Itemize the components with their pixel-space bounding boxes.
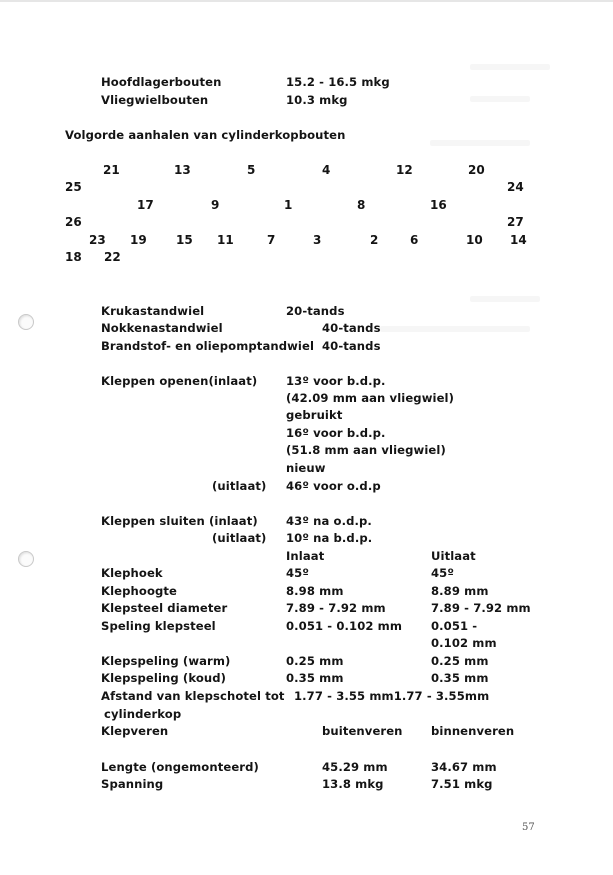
bolt-number: 12	[396, 163, 413, 177]
gear-value: 40-tands	[322, 339, 381, 353]
bolt-number: 25	[65, 180, 82, 194]
spec-label: Afstand van klepschotel tot	[101, 689, 285, 703]
spec-exhaust: 0.35 mm	[431, 671, 489, 685]
spec-value: 1.77 - 3.55 mm1.77 - 3.55mm	[294, 689, 490, 703]
spec-inlet: 8.98 mm	[286, 584, 344, 598]
bolt-number: 19	[130, 233, 147, 247]
column-header-outer-springs: buitenveren	[322, 724, 403, 738]
bolt-number: 20	[468, 163, 485, 177]
spring-outer-value: 13.8 mkg	[322, 777, 384, 791]
spec-inlet: 7.89 - 7.92 mm	[286, 601, 386, 615]
spec-exhaust: 7.89 - 7.92 mm	[431, 601, 531, 615]
valve-open-exhaust-value: 46º voor o.d.p	[286, 479, 381, 493]
gear-label: Brandstof- en oliepomptandwiel	[101, 339, 315, 353]
valve-close-exhaust-label: (uitlaat)	[212, 531, 267, 545]
bolt-number: 24	[507, 180, 524, 194]
spec-inlet: 0.25 mm	[286, 654, 344, 668]
spec-exhaust: 0.102 mm	[431, 636, 497, 650]
spec-inlet: 0.35 mm	[286, 671, 344, 685]
spec-exhaust: 45º	[431, 566, 454, 580]
torque-label: Vliegwielbouten	[101, 93, 209, 107]
spec-inlet: 45º	[286, 566, 309, 580]
spec-label: Klephoogte	[101, 584, 178, 598]
bolt-number: 10	[466, 233, 483, 247]
bolt-number: 16	[430, 198, 447, 212]
gear-value: 20-tands	[286, 304, 345, 318]
spec-label: Klepsteel diameter	[101, 601, 228, 615]
gear-label: Nokkenastandwiel	[101, 321, 223, 335]
bolt-number: 11	[217, 233, 234, 247]
bolt-number: 3	[313, 233, 322, 247]
bolt-number: 18	[65, 250, 82, 264]
spec-label: cylinderkop	[104, 707, 182, 721]
valve-open-value: 16º voor b.d.p.	[286, 426, 386, 440]
bolt-number: 13	[174, 163, 191, 177]
valve-close-value: 43º na o.d.p.	[286, 514, 372, 528]
spring-inner-value: 7.51 mkg	[431, 777, 493, 791]
bolt-number: 15	[176, 233, 193, 247]
torque-label: Hoofdlagerbouten	[101, 75, 222, 89]
spring-row-label: Spanning	[101, 777, 164, 791]
bolt-number: 6	[410, 233, 419, 247]
bolt-number: 14	[510, 233, 527, 247]
bleed-through	[470, 296, 540, 302]
spec-label: Klephoek	[101, 566, 163, 580]
valve-open-exhaust-label: (uitlaat)	[212, 479, 267, 493]
punch-hole	[18, 551, 34, 567]
spec-exhaust: 8.89 mm	[431, 584, 489, 598]
valve-open-value: nieuw	[286, 461, 326, 475]
bolt-number: 2	[370, 233, 379, 247]
bolt-number: 26	[65, 215, 82, 229]
spring-label: Klepveren	[101, 724, 169, 738]
bolt-number: 5	[247, 163, 256, 177]
scan-edge	[0, 0, 613, 2]
bolt-number: 7	[267, 233, 276, 247]
bolt-number: 1	[284, 198, 293, 212]
spec-inlet: 0.051 - 0.102 mm	[286, 619, 403, 633]
bolt-number: 22	[104, 250, 121, 264]
bolt-number: 21	[103, 163, 120, 177]
valve-open-label: Kleppen openen(inlaat)	[101, 374, 258, 388]
bolt-number: 8	[357, 198, 366, 212]
spec-exhaust: 0.051 -	[431, 619, 478, 633]
valve-open-value: (42.09 mm aan vliegwiel)	[286, 391, 455, 405]
gear-label: Krukastandwiel	[101, 304, 205, 318]
punch-hole	[18, 314, 34, 330]
bleed-through	[470, 64, 550, 70]
bolt-number: 4	[322, 163, 331, 177]
bolt-number: 9	[211, 198, 220, 212]
spring-outer-value: 45.29 mm	[322, 760, 388, 774]
spec-exhaust: 0.25 mm	[431, 654, 489, 668]
column-header-exhaust: Uitlaat	[431, 549, 476, 563]
valve-close-exhaust-value: 10º na b.d.p.	[286, 531, 373, 545]
column-header-inner-springs: binnenveren	[431, 724, 515, 738]
torque-value: 15.2 - 16.5 mkg	[286, 75, 390, 89]
bolt-number: 23	[89, 233, 106, 247]
bleed-through	[470, 96, 530, 102]
valve-open-value: 13º voor b.d.p.	[286, 374, 386, 388]
bleed-through	[380, 326, 530, 332]
column-header-inlet: Inlaat	[286, 549, 325, 563]
bolt-number: 27	[507, 215, 524, 229]
valve-open-value: (51.8 mm aan vliegwiel)	[286, 443, 446, 457]
spring-row-label: Lengte (ongemonteerd)	[101, 760, 259, 774]
spec-label: Klepspeling (koud)	[101, 671, 227, 685]
spring-inner-value: 34.67 mm	[431, 760, 497, 774]
spec-label: Klepspeling (warm)	[101, 654, 231, 668]
valve-open-value: gebruikt	[286, 408, 343, 422]
valve-close-label: Kleppen sluiten (inlaat)	[101, 514, 258, 528]
spec-label: Speling klepsteel	[101, 619, 216, 633]
page-number: 57	[522, 822, 535, 833]
bolt-number: 17	[137, 198, 154, 212]
torque-value: 10.3 mkg	[286, 93, 348, 107]
gear-value: 40-tands	[322, 321, 381, 335]
bleed-through	[430, 140, 530, 146]
section-heading: Volgorde aanhalen van cylinderkopbouten	[65, 128, 346, 142]
